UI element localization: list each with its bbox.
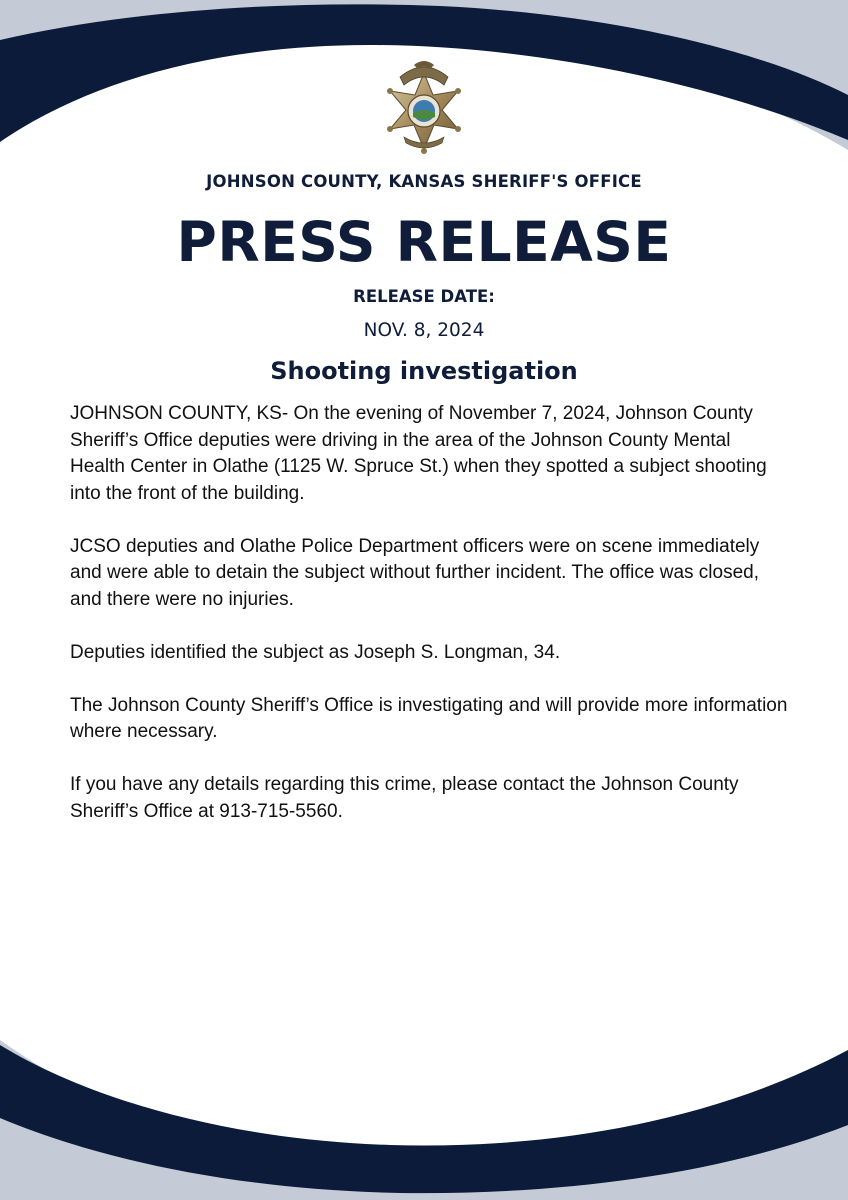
release-subject-heading: Shooting investigation [270,357,578,385]
agency-name: JOHNSON COUNTY, KANSAS SHERIFF'S OFFICE [206,172,642,191]
sheriff-star-badge-icon [384,55,464,159]
body-paragraph: If you have any details regarding this crime, please contact the Johnson County Sheriff’s Office at 913-715-5560. [70,774,739,822]
body-paragraph: JOHNSON COUNTY, KS- On the evening of November 7, 2024, Johnson County Sheriff’s Office deputies were driving in the area of the Johnson County Mental Health Center in Olathe (1125 W. Spruce St.) when they spotted a subject shooting into the front of the building. [70,403,767,504]
release-body [70,401,790,852]
page-title: PRESS RELEASE [176,210,672,274]
body-paragraph: Deputies identified the subject as Joseph S. Longman, 34. [70,641,561,663]
release-date-label: RELEASE DATE: [353,287,495,306]
body-paragraph: JCSO deputies and Olathe Police Department officers were on scene immediately and were able to detain the subject without further incident. The office was closed, and there were no injuries. [70,535,760,610]
release-date-value: NOV. 8, 2024 [363,320,485,341]
body-paragraph: The Johnson County Sheriff’s Office is investigating and will provide more information where necessary. [70,694,788,742]
